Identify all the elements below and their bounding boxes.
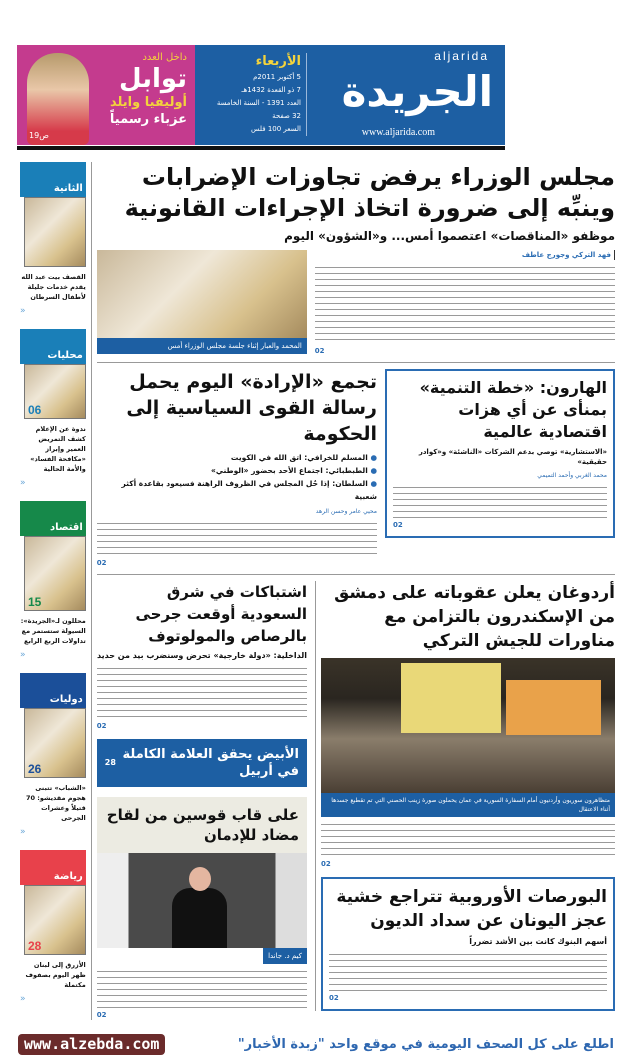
bullet-icon: ● xyxy=(370,479,377,488)
sidebar-page-number: 15 xyxy=(28,595,42,609)
erdogan-photo xyxy=(321,658,615,793)
double-arrow-icon[interactable]: « xyxy=(20,827,26,837)
sidebar-caption: الأزرق إلى لبنان ظهر اليوم بصفوف مكتملة xyxy=(25,961,86,989)
sidebar-section xyxy=(20,673,86,838)
lead-headline-line-1: مجلس الوزراء يرفض تجاوزات الإضرابات xyxy=(141,163,615,191)
iradah-bullets xyxy=(97,451,377,503)
double-arrow-icon[interactable]: « xyxy=(20,306,26,316)
europe-headline: البورصات الأوروبية تتراجع خشية عجز اليونان عن سداد الديون xyxy=(336,887,607,931)
footer-url[interactable]: www.alzebda.com xyxy=(18,1034,165,1055)
vaccine-headline[interactable]: على قاب قوسين من لقاح مضاد للإدمان xyxy=(97,797,307,853)
sidebar-caption: القصف بيت عبد الله يقدم خدمات جليلة لأطفال السرطان xyxy=(21,273,86,301)
date-gregorian: 5 أكتوبر 2011م xyxy=(253,73,301,81)
saudi-body-text xyxy=(97,665,307,719)
banner-page: 28 xyxy=(104,758,116,767)
sports-banner[interactable] xyxy=(97,739,307,787)
iradah-bullet: السلطان: إذا حُل المجلس في الظروف الراهنة فسيعود بقاعدة أكثر شعبية xyxy=(121,479,377,501)
day: الأربعاء xyxy=(255,54,301,69)
double-arrow-icon[interactable]: « xyxy=(20,478,26,488)
promo-page: ص19 xyxy=(29,131,49,140)
promo-box[interactable] xyxy=(17,45,195,145)
vaccine-photo xyxy=(97,853,307,948)
footer-ad[interactable] xyxy=(0,1028,632,1061)
divider xyxy=(97,574,615,575)
haroun-story[interactable] xyxy=(385,369,615,538)
sidebar-page-number: 26 xyxy=(28,762,42,776)
sidebar-page-number: 06 xyxy=(28,403,42,417)
saudi-subhead: الداخلية: «دولة خارجية» تحرض وسنضرب بيد من حديد xyxy=(96,651,307,660)
double-arrow-icon[interactable]: « xyxy=(20,650,26,660)
promo-text xyxy=(110,51,187,128)
protest-sign xyxy=(506,680,601,735)
header xyxy=(0,0,632,158)
sidebar-section-header[interactable]: اقتصاد xyxy=(20,501,86,536)
iradah-bullet: الطبطبائي: اجتماع الأحد بحضور «الوطني» xyxy=(211,466,368,475)
sidebar-caption: «الشباب» تتبنى هجوم مقديشو: 70 قتيلاً وعشرات الجرحى xyxy=(25,784,86,822)
europe-body-text xyxy=(329,951,607,991)
iradah-bullet: المسلم للخرافي: اتق الله في الكويت xyxy=(230,453,368,462)
sidebar-section xyxy=(20,329,86,489)
erdogan-headline[interactable]: أردوغان يعلن عقوباته على دمشق من الإسكندرون بالتزامن مع مناورات للجيش التركي xyxy=(334,583,615,651)
vaccine-photo-caption: كيم د. جاندا xyxy=(263,948,307,964)
sidebar-section-photo[interactable] xyxy=(24,536,86,611)
date-hijri: 7 ذو القعدة 1432هـ xyxy=(241,86,301,94)
date-block xyxy=(207,53,307,136)
lead-headline-line-2: وينبِّه إلى ضرورة اتخاذ الإجراءات القانونية xyxy=(124,194,615,222)
lead-photo-block xyxy=(97,250,307,354)
sidebar-section-photo[interactable] xyxy=(24,885,86,955)
haroun-page-ref[interactable]: 02 xyxy=(393,521,403,529)
promo-name: أوليفيا وايلد xyxy=(109,95,187,110)
banner-text: الأبيض يحقق العلامة الكاملة في أربيل xyxy=(122,747,299,779)
lead-text-column xyxy=(315,250,615,356)
logo-latin: aljarida xyxy=(434,49,489,63)
lead-photo xyxy=(97,250,307,338)
sidebar-section-header[interactable]: محليات xyxy=(20,329,86,364)
sidebar-page-number: 28 xyxy=(28,939,42,953)
saudi-page-ref[interactable]: 02 xyxy=(96,722,107,730)
iradah-headline[interactable]: تجمع «الإرادة» اليوم يحمل رسالة القوى السياسية إلى الحكومة xyxy=(126,371,377,445)
second-row xyxy=(97,369,615,568)
sidebar-section-photo[interactable] xyxy=(24,197,86,267)
lead-headline[interactable] xyxy=(97,162,615,224)
haroun-headline: الهارون: «خطة التنمية» بمنأى عن أي هزات اقتصادية عالمية xyxy=(419,378,607,441)
page-count: 32 صفحة xyxy=(272,112,301,120)
haroun-subhead: «الاستشارية» توصي بدعم الشركات «الناشئة» و«كوادر حقيقية» xyxy=(418,448,607,466)
sidebar-section-header[interactable]: رياضة xyxy=(20,850,86,885)
europe-page-ref[interactable]: 02 xyxy=(329,994,339,1002)
bullet-icon: ● xyxy=(370,466,377,475)
promo-inside: داخل العدد xyxy=(142,52,187,63)
lead-row xyxy=(97,250,615,356)
double-arrow-icon[interactable]: « xyxy=(20,994,26,1004)
website-url[interactable]: www.aljarida.com xyxy=(361,127,435,138)
issue-number: العدد 1391 - السنة الخامسة xyxy=(216,99,301,107)
right-column xyxy=(315,581,615,1011)
bullet-icon: ● xyxy=(370,453,377,462)
person-figure xyxy=(172,888,227,948)
lead-subhead: موظفو «المناقصات» اعتصموا أمس... و«الشؤون» اليوم xyxy=(284,229,615,243)
main-column xyxy=(97,162,615,1020)
erdogan-page-ref[interactable]: 02 xyxy=(321,860,331,868)
iradah-story xyxy=(97,369,377,568)
haroun-body-text xyxy=(393,484,607,518)
promo-tagline: عزباء رسمياً xyxy=(109,112,187,127)
left-column xyxy=(97,581,307,1020)
protest-sign xyxy=(401,663,501,733)
vaccine-page-ref[interactable]: 02 xyxy=(96,1011,107,1019)
divider xyxy=(97,362,615,363)
sidebar-section xyxy=(20,501,86,661)
lead-body-text xyxy=(315,264,615,344)
sidebar-caption: ندوة عن الإعلام كشف التمريض العمير وإبراز «مكافحة الفساد» والأمة الحالية xyxy=(30,425,86,473)
masthead-rule xyxy=(17,146,505,150)
iradah-body-text xyxy=(97,520,377,556)
sidebar-section-header[interactable]: دوليات xyxy=(20,673,86,708)
masthead xyxy=(195,45,505,145)
sidebar xyxy=(20,162,92,1020)
sidebar-section-photo[interactable] xyxy=(24,708,86,778)
sidebar-section-header[interactable]: الثانية xyxy=(20,162,86,197)
person-head xyxy=(189,867,211,891)
sidebar-section xyxy=(20,850,86,1005)
sidebar-caption: محللون لـ«الجريدة»: السيولة ستستمر مع تداولات الربع الرابع xyxy=(20,617,86,645)
saudi-headline[interactable]: اشتباكات في شرق السعودية أوقعت جرحى بالرصاص والمولوتوف xyxy=(135,583,307,645)
sidebar-section-photo[interactable] xyxy=(24,364,86,419)
iradah-byline: محيي عامر وحسن الرهد xyxy=(315,508,377,515)
footer-text: اطلع على كل الصحف اليومية في موقع واحد "زبدة الأخبار" xyxy=(237,1037,614,1052)
lead-photo-caption: المحمد والعبار إثناء جلسة مجلس الوزراء أمس xyxy=(97,338,307,354)
lead-byline: فهد التركي وجورج عاطف xyxy=(522,250,615,260)
europe-subhead: أسهم البنوك كانت بين الأشد تضرراً xyxy=(469,937,607,946)
page-content xyxy=(0,158,632,1020)
third-row xyxy=(97,581,615,1020)
europe-story[interactable] xyxy=(321,877,615,1011)
vaccine-body-text xyxy=(97,968,307,1008)
lead-page-ref[interactable]: 02 xyxy=(314,347,325,355)
erdogan-body-text xyxy=(321,821,615,857)
price: السعر 100 فلس xyxy=(251,125,301,133)
erdogan-photo-caption: متظاهرون سوريون وأردنيون أمام السفارة السورية في عمان يحملون صورة زينب الحصني التي تم تقطيع جسدها أثناء الاعتقال xyxy=(321,793,615,817)
sidebar-section xyxy=(20,162,86,317)
haroun-byline: محمد الغربي وأحمد التميمي xyxy=(537,472,607,479)
iradah-page-ref[interactable]: 02 xyxy=(96,559,107,567)
promo-supplement: توابل xyxy=(119,64,187,94)
logo: الجريدة xyxy=(341,67,493,116)
